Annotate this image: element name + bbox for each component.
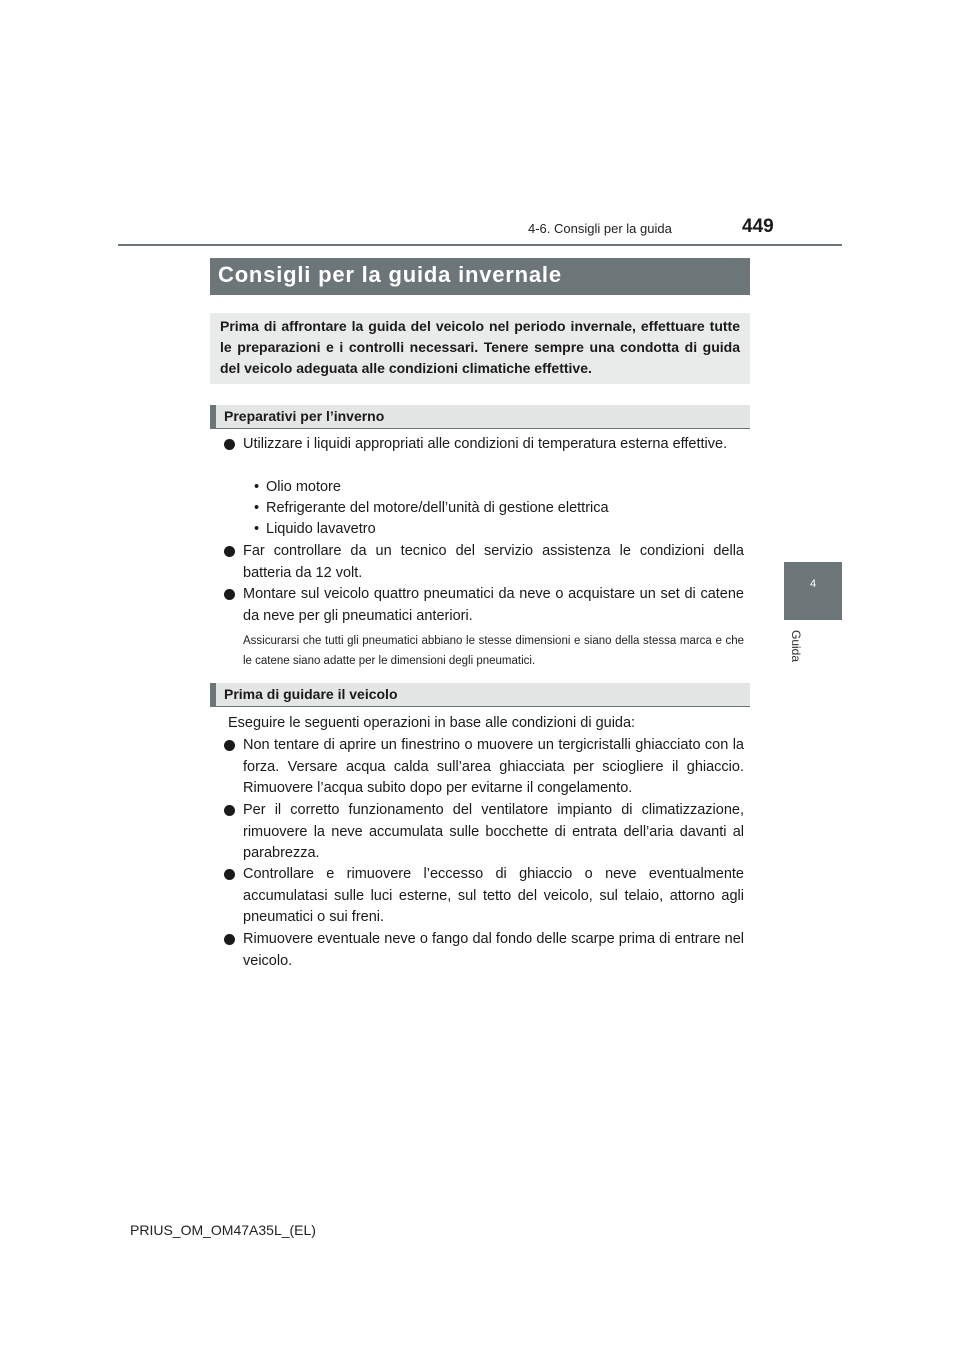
page-title-bar bbox=[210, 258, 750, 295]
sub-list-item: • Olio motore bbox=[254, 479, 341, 495]
list-item-text: Rimuovere eventuale neve o fango dal fondo delle scarpe prima di entrare nel veicolo. bbox=[243, 931, 744, 969]
list-item-text: Controllare e rimuovere l’eccesso di ghiaccio o neve eventualmente accumulatasi sulle luci esterne, sul tetto del veicolo, sul telaio, attorno agli pneumatici o sui freni. bbox=[243, 866, 744, 925]
list-item bbox=[224, 800, 744, 865]
bullet-icon bbox=[224, 869, 235, 880]
sub-list-item-text: Olio motore bbox=[266, 479, 341, 495]
chapter-label: Guida bbox=[789, 630, 803, 663]
list-item-text: Utilizzare i liquidi appropriati alle condizioni di temperatura esterna effettive. bbox=[243, 436, 728, 452]
list-item bbox=[224, 541, 744, 584]
list-item-text: Per il corretto funzionamento del ventilatore impianto di climatizzazione, rimuovere la neve accumulata sulle bocchette di entrata dell’aria davanti al parabrezza. bbox=[243, 802, 744, 861]
page-number: 449 bbox=[742, 216, 774, 237]
sub-list-item-text: Refrigerante del motore/dell’unità di gestione elettrica bbox=[266, 500, 609, 516]
lead-paragraph: Eseguire le seguenti operazioni in base alle condizioni di guida: bbox=[228, 715, 636, 731]
list-item bbox=[224, 864, 744, 929]
bullet-icon bbox=[224, 805, 235, 816]
list-item bbox=[224, 434, 744, 456]
note-text: Assicurarsi che tutti gli pneumatici abbiano le stesse dimensioni e siano della stessa marca e che le catene siano adatte per le dimensioni degli pneumatici. bbox=[243, 635, 744, 667]
sub-list-item-text: Liquido lavavetro bbox=[266, 521, 376, 537]
list-item bbox=[224, 735, 744, 800]
list-item bbox=[224, 929, 744, 972]
header-rule bbox=[118, 244, 842, 246]
bullet-icon bbox=[224, 934, 235, 945]
list-item-text: Far controllare da un tecnico del servizio assistenza le condizioni della batteria da 12 volt. bbox=[243, 543, 744, 581]
subheading-before-driving bbox=[210, 683, 750, 707]
bullet-icon bbox=[224, 546, 235, 557]
document-code: PRIUS_OM_OM47A35L_(EL) bbox=[130, 1222, 316, 1238]
sub-list-item: • Refrigerante del motore/dell’unità di gestione elettrica bbox=[254, 500, 609, 516]
sub-list-item: • Liquido lavavetro bbox=[254, 521, 376, 537]
bullet-icon bbox=[224, 589, 235, 600]
intro-box: Prima di affrontare la guida del veicolo nel periodo invernale, effettuare tutte le preparazioni e i controlli necessari. Tenere sempre una condotta di guida del veicolo adeguata alle condizioni climatiche effettive. bbox=[210, 313, 750, 384]
list-item-text: Non tentare di aprire un finestrino o muovere un tergicristalli ghiacciato con la forza. Versare acqua calda sull’area ghiacciata per sciogliere il ghiaccio. Rimuovere l’acqua subito dopo per evitarne il congelamento. bbox=[243, 737, 744, 796]
list-item bbox=[224, 584, 744, 627]
bullet-icon bbox=[224, 439, 235, 450]
page-title: Consigli per la guida invernale bbox=[218, 262, 562, 287]
subheading-text: Preparativi per l’inverno bbox=[224, 408, 385, 424]
list-item-text: Montare sul veicolo quattro pneumatici da neve o acquistare un set di catene da neve per gli pneumatici anteriori. bbox=[243, 586, 744, 624]
subheading-text: Prima di guidare il veicolo bbox=[224, 686, 398, 702]
bullet-icon bbox=[224, 740, 235, 751]
chapter-tab bbox=[784, 562, 842, 620]
chapter-number: 4 bbox=[809, 578, 817, 590]
section-reference: 4-6. Consigli per la guida bbox=[528, 221, 672, 236]
subheading-winter-prep bbox=[210, 405, 750, 429]
